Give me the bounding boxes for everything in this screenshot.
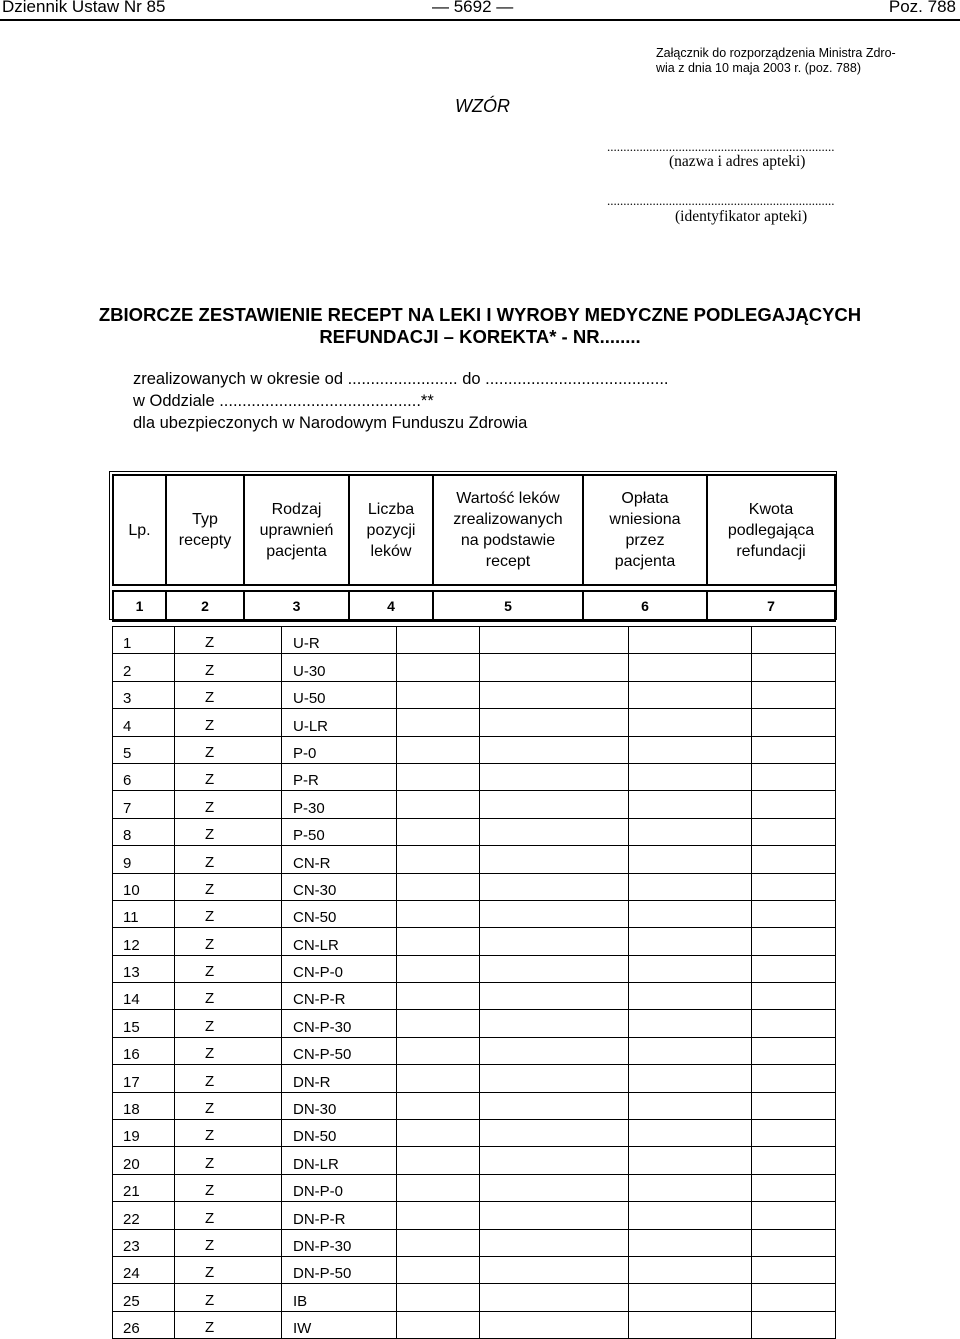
column-number: 3 <box>244 591 349 621</box>
row-lp: 25 <box>113 1284 175 1311</box>
row-kwota <box>752 1256 836 1283</box>
row-kwota <box>752 1174 836 1201</box>
header-kwota: Kwota podlegająca refundacji <box>707 475 835 585</box>
row-rodzaj: CN-P-R <box>282 983 397 1010</box>
row-typ: Z <box>175 654 282 681</box>
row-lp: 23 <box>113 1229 175 1256</box>
table-row <box>113 1147 836 1174</box>
row-wartosc <box>480 681 629 708</box>
row-liczba <box>397 873 480 900</box>
row-rodzaj: CN-LR <box>282 928 397 955</box>
annex-line-1: Załącznik do rozporządzenia Ministra Zdro- <box>656 46 896 60</box>
row-liczba <box>397 955 480 982</box>
row-wartosc <box>480 1010 629 1037</box>
row-oplata <box>629 955 752 982</box>
row-liczba <box>397 1065 480 1092</box>
row-typ: Z <box>175 681 282 708</box>
row-kwota <box>752 955 836 982</box>
table-row <box>113 846 836 873</box>
column-number: 7 <box>707 591 835 621</box>
table-row <box>113 1284 836 1311</box>
table-row <box>113 736 836 763</box>
header-oplata: Opłata wniesiona przez pacjenta <box>583 475 707 585</box>
row-typ: Z <box>175 1311 282 1338</box>
table-row <box>113 763 836 790</box>
row-oplata <box>629 791 752 818</box>
row-wartosc <box>480 654 629 681</box>
row-rodzaj: CN-50 <box>282 900 397 927</box>
row-liczba <box>397 654 480 681</box>
row-wartosc <box>480 763 629 790</box>
row-wartosc <box>480 1311 629 1338</box>
row-typ: Z <box>175 791 282 818</box>
row-kwota <box>752 1037 836 1064</box>
row-lp: 12 <box>113 928 175 955</box>
row-rodzaj: DN-R <box>282 1065 397 1092</box>
row-oplata <box>629 1037 752 1064</box>
row-wartosc <box>480 818 629 845</box>
row-rodzaj: P-30 <box>282 791 397 818</box>
header-rodzaj: Rodzaj uprawnień pacjenta <box>244 475 349 585</box>
row-wartosc <box>480 1202 629 1229</box>
row-rodzaj: DN-P-0 <box>282 1174 397 1201</box>
period-block <box>133 368 669 434</box>
table-row <box>113 928 836 955</box>
table-row <box>113 983 836 1010</box>
row-wartosc <box>480 1147 629 1174</box>
table-row <box>113 681 836 708</box>
row-kwota <box>752 681 836 708</box>
row-lp: 13 <box>113 955 175 982</box>
row-liczba <box>397 1229 480 1256</box>
table-row <box>113 900 836 927</box>
row-kwota <box>752 1065 836 1092</box>
row-lp: 4 <box>113 709 175 736</box>
row-oplata <box>629 928 752 955</box>
row-lp: 1 <box>113 627 175 654</box>
row-lp: 5 <box>113 736 175 763</box>
table-row <box>113 1311 836 1338</box>
row-kwota <box>752 900 836 927</box>
row-rodzaj: IW <box>282 1311 397 1338</box>
row-rodzaj: CN-R <box>282 846 397 873</box>
row-kwota <box>752 1092 836 1119</box>
row-kwota <box>752 846 836 873</box>
row-oplata <box>629 1120 752 1147</box>
row-kwota <box>752 736 836 763</box>
table-row <box>113 791 836 818</box>
row-wartosc <box>480 928 629 955</box>
row-rodzaj: U-R <box>282 627 397 654</box>
row-wartosc <box>480 1065 629 1092</box>
row-typ: Z <box>175 1120 282 1147</box>
table-row <box>113 1037 836 1064</box>
row-rodzaj: U-30 <box>282 654 397 681</box>
row-rodzaj: DN-P-30 <box>282 1229 397 1256</box>
table-header <box>112 474 836 586</box>
row-oplata <box>629 1010 752 1037</box>
row-oplata <box>629 709 752 736</box>
document-title <box>0 304 960 348</box>
table-row <box>113 1010 836 1037</box>
column-number: 1 <box>113 591 166 621</box>
row-liczba <box>397 627 480 654</box>
row-liczba <box>397 1284 480 1311</box>
row-typ: Z <box>175 1147 282 1174</box>
row-kwota <box>752 654 836 681</box>
row-typ: Z <box>175 928 282 955</box>
row-rodzaj: CN-P-50 <box>282 1037 397 1064</box>
row-wartosc <box>480 1174 629 1201</box>
row-wartosc <box>480 900 629 927</box>
row-rodzaj: IB <box>282 1284 397 1311</box>
row-kwota <box>752 791 836 818</box>
row-typ: Z <box>175 736 282 763</box>
row-liczba <box>397 736 480 763</box>
table-row <box>113 873 836 900</box>
row-oplata <box>629 1311 752 1338</box>
row-rodzaj: U-50 <box>282 681 397 708</box>
row-rodzaj: DN-P-50 <box>282 1256 397 1283</box>
row-typ: Z <box>175 763 282 790</box>
row-oplata <box>629 1229 752 1256</box>
prescription-table <box>112 626 836 1339</box>
row-typ: Z <box>175 955 282 982</box>
table-row <box>113 1174 836 1201</box>
row-lp: 24 <box>113 1256 175 1283</box>
row-liczba <box>397 1147 480 1174</box>
template-label: WZÓR <box>455 96 510 116</box>
period-line-2: w Oddziale ............................................** <box>133 392 434 410</box>
header-lp: Lp. <box>113 475 166 585</box>
row-lp: 2 <box>113 654 175 681</box>
annex-note <box>656 46 956 76</box>
table-row <box>113 627 836 654</box>
table-row <box>113 1092 836 1119</box>
row-typ: Z <box>175 1284 282 1311</box>
row-wartosc <box>480 873 629 900</box>
row-liczba <box>397 1037 480 1064</box>
row-kwota <box>752 1229 836 1256</box>
row-liczba <box>397 681 480 708</box>
row-liczba <box>397 983 480 1010</box>
table-row <box>113 1065 836 1092</box>
header-rule <box>0 19 960 21</box>
row-wartosc <box>480 1092 629 1119</box>
row-rodzaj: P-50 <box>282 818 397 845</box>
row-lp: 20 <box>113 1147 175 1174</box>
row-kwota <box>752 1120 836 1147</box>
column-number: 4 <box>349 591 433 621</box>
row-liczba <box>397 791 480 818</box>
row-rodzaj: CN-30 <box>282 873 397 900</box>
row-rodzaj: P-R <box>282 763 397 790</box>
row-lp: 22 <box>113 1202 175 1229</box>
row-lp: 17 <box>113 1065 175 1092</box>
row-rodzaj: DN-30 <box>282 1092 397 1119</box>
title-line-2: REFUNDACJI – KOREKTA* - NR........ <box>319 326 641 347</box>
journal-name: Dziennik Ustaw Nr 85 <box>2 0 166 16</box>
row-oplata <box>629 873 752 900</box>
row-kwota <box>752 818 836 845</box>
period-line-3: dla ubezpieczonych w Narodowym Funduszu Zdrowia <box>133 414 528 432</box>
row-kwota <box>752 928 836 955</box>
row-rodzaj: DN-LR <box>282 1147 397 1174</box>
pharmacy-name-dots: ...................................................................... <box>607 139 835 154</box>
row-wartosc <box>480 791 629 818</box>
pharmacy-name-caption: (nazwa i adres apteki) <box>669 153 806 170</box>
row-rodzaj: DN-50 <box>282 1120 397 1147</box>
row-liczba <box>397 1202 480 1229</box>
row-rodzaj: DN-P-R <box>282 1202 397 1229</box>
row-lp: 15 <box>113 1010 175 1037</box>
row-liczba <box>397 1256 480 1283</box>
row-wartosc <box>480 1284 629 1311</box>
pharmacy-id-dots: ...................................................................... <box>607 193 835 208</box>
row-wartosc <box>480 1037 629 1064</box>
row-oplata <box>629 1256 752 1283</box>
row-wartosc <box>480 955 629 982</box>
row-typ: Z <box>175 1065 282 1092</box>
annex-line-2: wia z dnia 10 maja 2003 r. (poz. 788) <box>656 61 861 75</box>
row-oplata <box>629 627 752 654</box>
row-wartosc <box>480 627 629 654</box>
row-oplata <box>629 1284 752 1311</box>
row-lp: 8 <box>113 818 175 845</box>
row-oplata <box>629 1202 752 1229</box>
row-oplata <box>629 900 752 927</box>
row-wartosc <box>480 846 629 873</box>
row-wartosc <box>480 1120 629 1147</box>
column-number: 6 <box>583 591 707 621</box>
row-oplata <box>629 1092 752 1119</box>
row-liczba <box>397 1174 480 1201</box>
table-row <box>113 1229 836 1256</box>
header-liczba: Liczba pozycji leków <box>349 475 433 585</box>
row-liczba <box>397 763 480 790</box>
row-kwota <box>752 763 836 790</box>
row-lp: 7 <box>113 791 175 818</box>
row-rodzaj: U-LR <box>282 709 397 736</box>
row-lp: 3 <box>113 681 175 708</box>
period-line-1: zrealizowanych w okresie od ........................ do ........................................ <box>133 370 669 388</box>
row-lp: 21 <box>113 1174 175 1201</box>
column-number: 5 <box>433 591 583 621</box>
row-typ: Z <box>175 873 282 900</box>
row-lp: 10 <box>113 873 175 900</box>
row-lp: 16 <box>113 1037 175 1064</box>
row-oplata <box>629 763 752 790</box>
row-typ: Z <box>175 1256 282 1283</box>
row-lp: 18 <box>113 1092 175 1119</box>
row-typ: Z <box>175 1202 282 1229</box>
header-typ: Typ recepty <box>166 475 244 585</box>
table-row <box>113 818 836 845</box>
row-liczba <box>397 1010 480 1037</box>
row-oplata <box>629 654 752 681</box>
position-number: Poz. 788 <box>888 0 956 16</box>
row-wartosc <box>480 1229 629 1256</box>
row-wartosc <box>480 736 629 763</box>
row-kwota <box>752 1284 836 1311</box>
row-wartosc <box>480 1256 629 1283</box>
row-liczba <box>397 928 480 955</box>
row-lp: 9 <box>113 846 175 873</box>
row-oplata <box>629 1174 752 1201</box>
table-row <box>113 709 836 736</box>
header-wartosc: Wartość leków zrealizowanych na podstawie recept <box>433 475 583 585</box>
table-row <box>113 1256 836 1283</box>
row-oplata <box>629 818 752 845</box>
column-numbers <box>112 590 836 622</box>
row-liczba <box>397 900 480 927</box>
row-typ: Z <box>175 1037 282 1064</box>
title-line-1: ZBIORCZE ZESTAWIENIE RECEPT NA LEKI I WYROBY MEDYCZNE PODLEGAJĄCYCH <box>98 304 862 325</box>
row-typ: Z <box>175 1174 282 1201</box>
row-typ: Z <box>175 818 282 845</box>
row-typ: Z <box>175 709 282 736</box>
row-rodzaj: CN-P-30 <box>282 1010 397 1037</box>
row-lp: 14 <box>113 983 175 1010</box>
row-kwota <box>752 627 836 654</box>
row-liczba <box>397 1311 480 1338</box>
table-row <box>113 955 836 982</box>
row-kwota <box>752 1311 836 1338</box>
row-liczba <box>397 1092 480 1119</box>
row-rodzaj: P-0 <box>282 736 397 763</box>
row-typ: Z <box>175 1092 282 1119</box>
row-liczba <box>397 818 480 845</box>
row-oplata <box>629 983 752 1010</box>
row-oplata <box>629 736 752 763</box>
column-number: 2 <box>166 591 244 621</box>
row-kwota <box>752 709 836 736</box>
row-wartosc <box>480 983 629 1010</box>
row-kwota <box>752 1202 836 1229</box>
row-wartosc <box>480 709 629 736</box>
page-number: — 5692 — <box>432 0 514 16</box>
pharmacy-id-caption: (identyfikator apteki) <box>675 208 808 225</box>
row-rodzaj: CN-P-0 <box>282 955 397 982</box>
row-kwota <box>752 1147 836 1174</box>
row-liczba <box>397 709 480 736</box>
table-row <box>113 1120 836 1147</box>
row-typ: Z <box>175 900 282 927</box>
table-row <box>113 1202 836 1229</box>
row-kwota <box>752 1010 836 1037</box>
row-kwota <box>752 983 836 1010</box>
row-oplata <box>629 681 752 708</box>
row-typ: Z <box>175 983 282 1010</box>
row-liczba <box>397 1120 480 1147</box>
row-kwota <box>752 873 836 900</box>
row-typ: Z <box>175 1010 282 1037</box>
row-lp: 6 <box>113 763 175 790</box>
row-lp: 11 <box>113 900 175 927</box>
row-typ: Z <box>175 627 282 654</box>
row-oplata <box>629 1065 752 1092</box>
row-typ: Z <box>175 1229 282 1256</box>
row-typ: Z <box>175 846 282 873</box>
row-oplata <box>629 1147 752 1174</box>
row-oplata <box>629 846 752 873</box>
row-liczba <box>397 846 480 873</box>
row-lp: 26 <box>113 1311 175 1338</box>
row-lp: 19 <box>113 1120 175 1147</box>
table-row <box>113 654 836 681</box>
